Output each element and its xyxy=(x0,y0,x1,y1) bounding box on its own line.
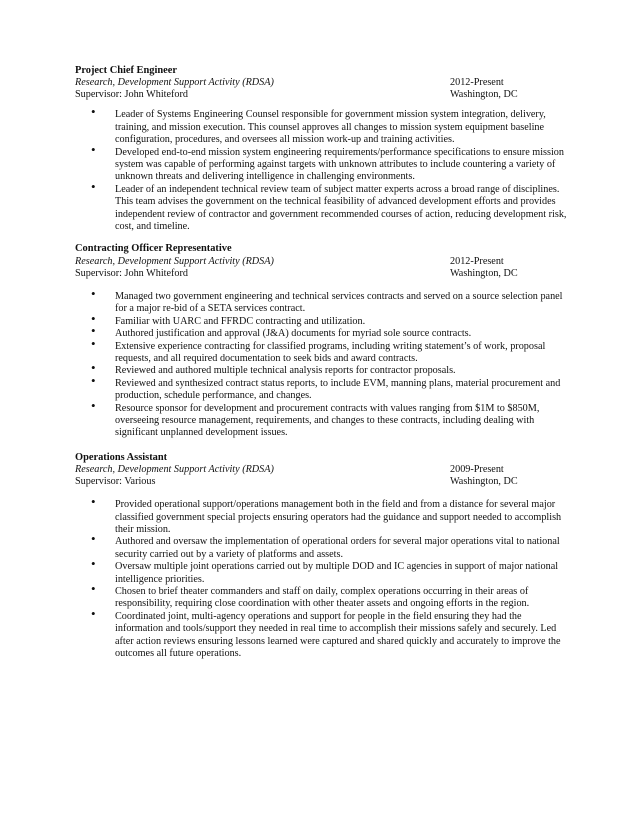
bullet-icon: • xyxy=(91,605,96,621)
bullet-icon: • xyxy=(91,310,96,326)
dates: 2012-Present xyxy=(450,255,504,267)
bullet-list xyxy=(75,285,567,440)
bullet-list xyxy=(75,494,567,660)
supervisor: Supervisor: Various xyxy=(75,476,156,488)
organization: Research, Development Support Activity (RDSA) xyxy=(75,77,274,89)
bullet-item xyxy=(75,104,567,146)
bullet-icon: • xyxy=(91,178,96,194)
bullet-text: Extensive experience contracting for classified programs, including writing statement’s of work, proposal requests, and all required documentation to seek bids and award contracts. xyxy=(115,340,546,364)
bullet-list xyxy=(75,104,567,233)
resume-page xyxy=(75,65,567,660)
bullet-item xyxy=(75,605,567,661)
location: Washington, DC xyxy=(450,89,518,101)
bullet-icon: • xyxy=(91,372,96,388)
bullet-item xyxy=(75,531,567,561)
bullet-icon: • xyxy=(91,494,96,510)
bullet-item xyxy=(75,285,567,316)
bullet-icon: • xyxy=(91,360,96,376)
job-entry-contracting-officer-representative xyxy=(75,243,567,439)
bullet-text: Leader of Systems Engineering Counsel responsible for government mission system integration, delivery, training, and mission execution. This counsel approves all changes to mission system equipment baseline configuration, procedures, and oversees all mission work-up and training activities. xyxy=(115,109,546,146)
bullet-item xyxy=(75,372,567,403)
job-org-row xyxy=(75,256,567,268)
bullet-item xyxy=(75,178,567,234)
bullet-text: Familiar with UARC and FFRDC contracting and utilization. xyxy=(115,315,366,327)
location: Washington, DC xyxy=(450,476,518,488)
job-supervisor-row xyxy=(75,89,567,101)
bullet-item xyxy=(75,494,567,536)
job-entry-project-chief-engineer xyxy=(75,65,567,233)
supervisor: Supervisor: John Whiteford xyxy=(75,267,188,279)
job-entry-operations-assistant xyxy=(75,452,567,661)
bullet-text: Resource sponsor for development and procurement contracts with values ranging from $1M to $850M, overseeing resource management, requirements, and changes to these contracts, including dealing with significant unplanned development issues. xyxy=(115,402,540,439)
bullet-text: Provided operational support/operations management both in the field and from a distance for several major classified government special projects ensuring operators had the guidance and support needed to accomplish their mission. xyxy=(115,499,562,535)
bullet-item xyxy=(75,360,567,377)
supervisor: Supervisor: John Whiteford xyxy=(75,89,188,101)
organization: Research, Development Support Activity (RDSA) xyxy=(75,255,274,267)
dates: 2009-Present xyxy=(450,464,504,476)
job-title: Project Chief Engineer xyxy=(75,65,177,76)
organization: Research, Development Support Activity (RDSA) xyxy=(75,464,274,476)
job-org-row xyxy=(75,464,567,476)
bullet-item xyxy=(75,310,567,328)
bullet-icon: • xyxy=(91,323,96,339)
bullet-item xyxy=(75,323,567,340)
bullet-text: Authored and oversaw the implementation of operational orders for several major operations vital to national security carried out by a variety of platforms and assets. xyxy=(115,536,560,560)
bullet-text: Managed two government engineering and technical services contracts and served on a source selection panel for a major re-bid of a SETA services contract. xyxy=(115,290,563,315)
job-supervisor-row xyxy=(75,268,567,280)
bullet-text: Leader of an independent technical review team of subject matter experts across a broad range of disciplines. This team advises the government on the technical feasibility of advanced development efforts and provides independent review of contractor and government recommended courses of action, reducing development risk, cost, and timeline. xyxy=(115,183,567,233)
bullet-icon: • xyxy=(91,285,96,301)
bullet-text: Coordinated joint, multi-agency operations and support for people in the field ensuring they had the information and tools/support they needed in real time to accomplish their missions safely and securely. Led after action reviews ensuring lessons learned were captured and shared quickly and accurately to improve the outcomes all future operations. xyxy=(115,610,561,660)
bullet-text: Reviewed and authored multiple technical analysis reports for contractor proposals. xyxy=(115,365,456,377)
bullet-icon: • xyxy=(91,104,96,120)
bullet-icon: • xyxy=(91,581,96,596)
bullet-icon: • xyxy=(91,531,96,547)
bullet-item xyxy=(75,141,567,184)
job-supervisor-row xyxy=(75,476,567,488)
location: Washington, DC xyxy=(450,267,518,279)
bullet-text: Reviewed and synthesized contract status reports, to include EVM, manning plans, material procurement and production, schedule performance, and changes. xyxy=(115,377,561,402)
bullet-item xyxy=(75,335,567,366)
job-title: Operations Assistant xyxy=(75,451,168,463)
bullet-icon: • xyxy=(91,397,96,413)
bullet-text: Oversaw multiple joint operations carried out by multiple DOD and IC agencies in support of major national intelligence priorities. xyxy=(115,561,559,585)
bullet-icon: • xyxy=(91,335,96,351)
bullet-item xyxy=(75,397,567,440)
job-title: Contracting Officer Representative xyxy=(75,243,232,255)
bullet-text: Developed end-to-end mission system engineering requirements/performance specifications to ensure mission system was capable of performing against targets with unknown attributes to include countering a variety of unknown threats and delivering intelligence in challenging environments. xyxy=(115,146,564,183)
job-org-row xyxy=(75,77,567,89)
bullet-text: Chosen to brief theater commanders and staff on daily, complex operations occurring in their areas of responsibility, requiring close coordination with other theater assets and ongoing efforts in the region. xyxy=(115,586,530,610)
bullet-text: Authored justification and approval (J&A) documents for myriad sole source contracts. xyxy=(115,328,472,340)
dates: 2012-Present xyxy=(450,77,504,89)
bullet-icon: • xyxy=(91,141,96,157)
bullet-icon: • xyxy=(91,556,96,572)
bullet-item xyxy=(75,556,567,586)
bullet-item xyxy=(75,581,567,611)
